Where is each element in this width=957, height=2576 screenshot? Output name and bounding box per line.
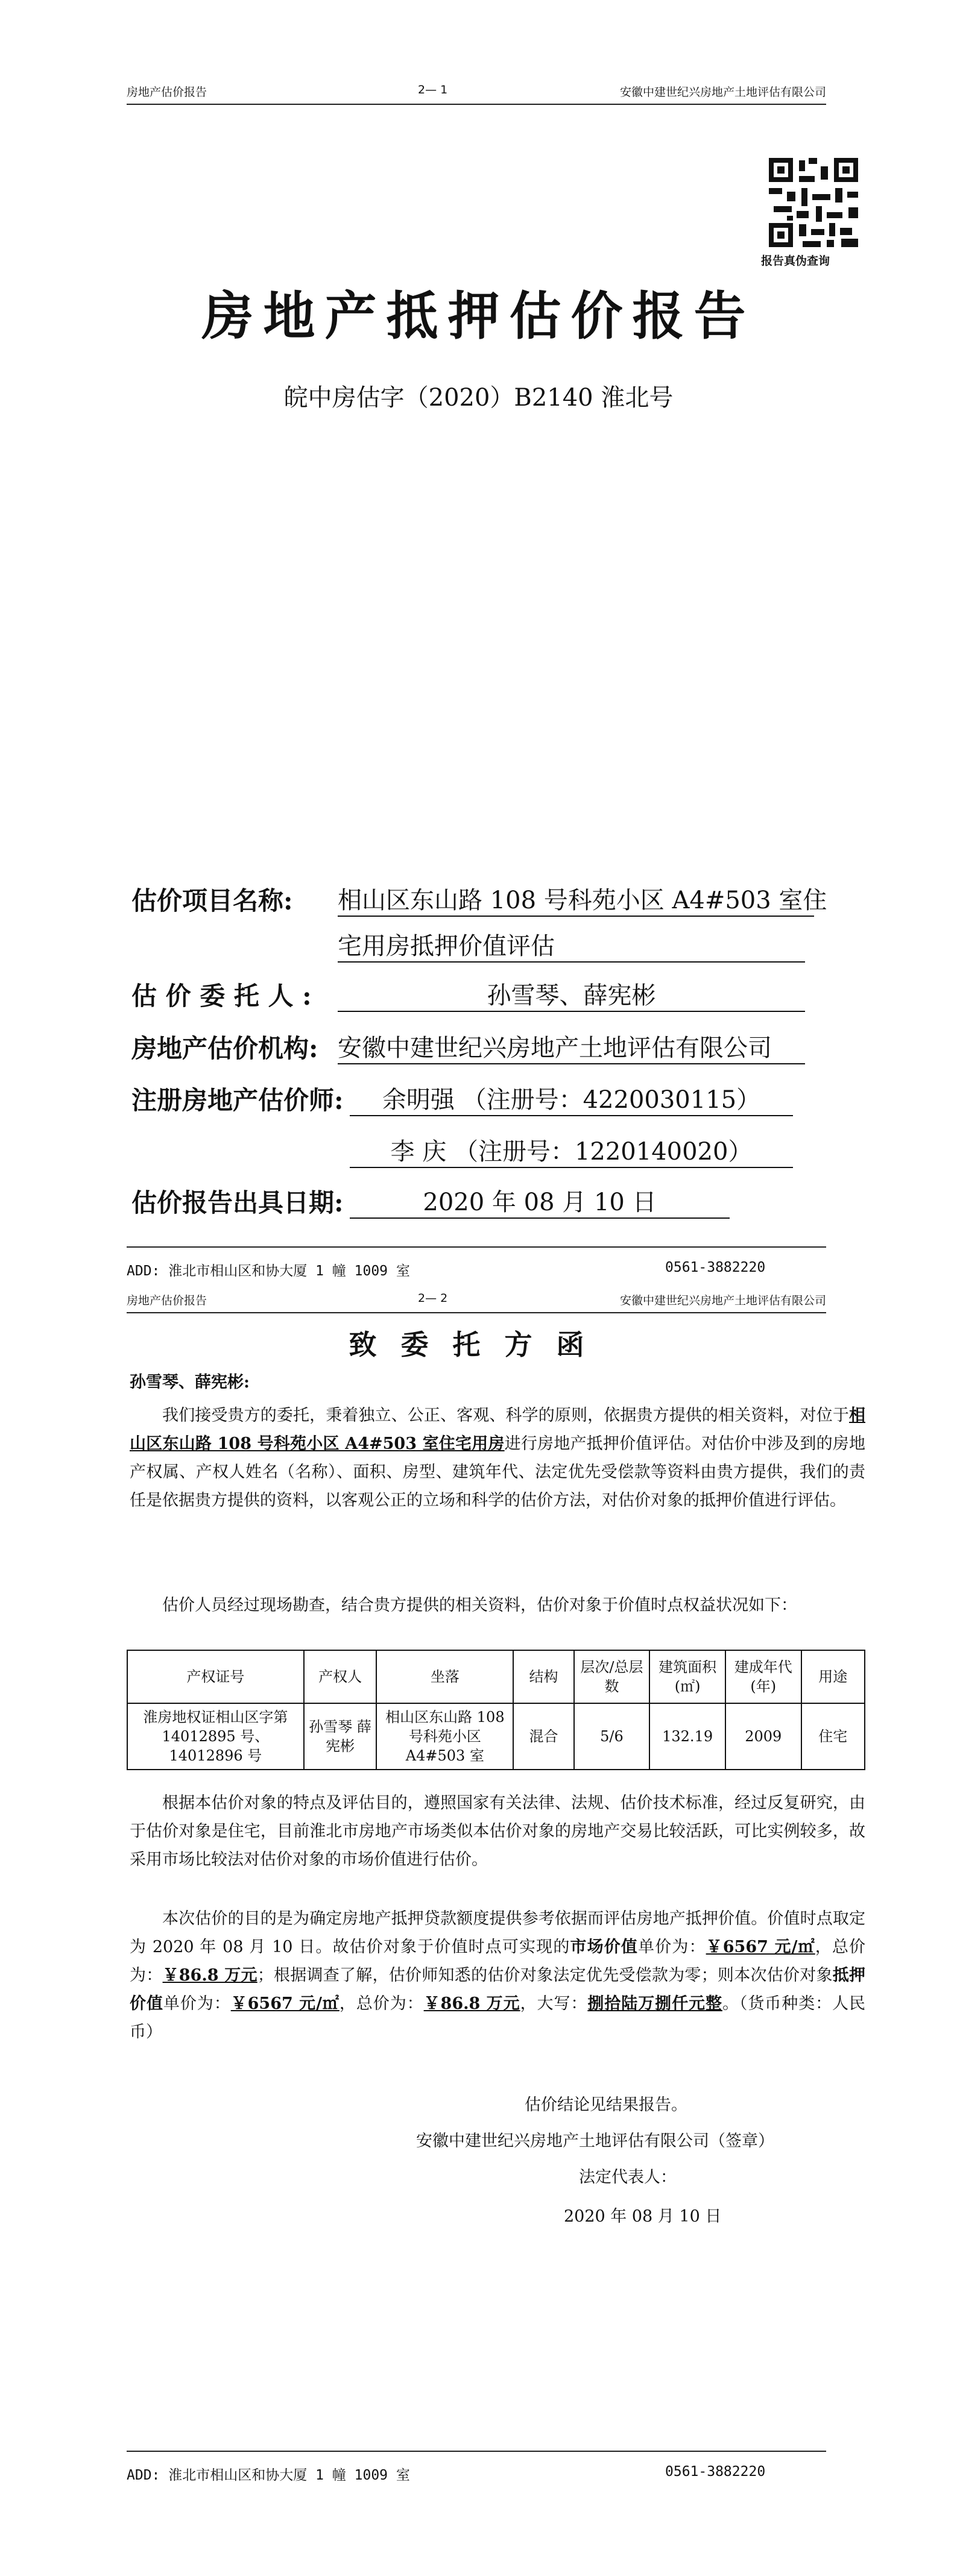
qr-code-icon[interactable] xyxy=(769,158,858,247)
report-title: 房地产抵押估价报告 xyxy=(201,286,756,347)
cell-area: 132.19 xyxy=(649,1703,725,1770)
appraiser-label: 注册房地产估价师: xyxy=(131,1085,344,1115)
col-owner: 产权人 xyxy=(304,1650,377,1703)
header-left: 房地产估价报告 xyxy=(127,86,207,99)
cell-owner: 孙雪琴 薛宪彬 xyxy=(304,1703,377,1770)
uppercase-amount: 捌拾陆万捌仟元整 xyxy=(587,1994,722,2013)
property-table xyxy=(127,1650,865,1770)
p4-text-f: ，总价为： xyxy=(339,1994,424,2013)
footer-address: ADD: 淮北市相山区和协大厦 1 幢 1009 室 xyxy=(127,2468,410,2483)
cell-cert: 淮房地权证相山区字第 14012895 号、14012896 号 xyxy=(127,1703,304,1770)
header-rule xyxy=(127,104,826,105)
p4-text-h: 。（货币种类：人民币） xyxy=(130,1994,866,2041)
footer-rule xyxy=(127,1246,826,1248)
footer-phone: 0561-3882220 xyxy=(665,2464,766,2480)
cell-use: 住宅 xyxy=(801,1703,865,1770)
footer-address: ADD: 淮北市相山区和协大厦 1 幢 1009 室 xyxy=(127,1263,410,1279)
p1-text-a: 我们接受贵方的委托，秉着独立、公正、客观、科学的原则，依据贵方提供的相关资料，对位于 xyxy=(162,1406,849,1425)
client-label: 估 价 委 托 人 : xyxy=(131,981,312,1011)
salutation: 孙雪琴、薛宪彬: xyxy=(130,1373,250,1392)
p4-text-a: 本次估价的目的是为确定房地产抵押贷款额度提供参考依据而评估房地产抵押价值。价值时点取定为 2020 年 08 月 10 日。故估价对象于价值时点可实现的 xyxy=(130,1909,865,1956)
unit-price-2: ￥6567 元/㎡ xyxy=(230,1994,340,2013)
p1-text-b: 进行房地产抵押价值评估。对估价中涉及到的房地产权属、产权人姓名（名称）、面积、房型、建筑年代、法定优先受偿款等资料由贵方提供，我们的责任是依据贵方提供的资料，以客观公正的立场和科学的估价方法，对估价对象的抵押价值进行评估。 xyxy=(130,1434,866,1510)
cell-structure: 混合 xyxy=(513,1703,573,1770)
document-number: 皖中房估字（2020）B2140 淮北号 xyxy=(283,384,674,412)
date-value: 2020 年 08 月 10 日 xyxy=(350,1183,730,1219)
col-cert: 产权证号 xyxy=(127,1650,304,1703)
letter-title: 致委托方函 xyxy=(349,1328,608,1361)
col-year: 建成年代(年) xyxy=(725,1650,801,1703)
mortgage-value-label: 抵押价值 xyxy=(130,1966,866,2013)
header-right: 安徽中建世纪兴房地产土地评估有限公司 xyxy=(619,1294,826,1307)
signature-date: 2020 年 08 月 10 日 xyxy=(564,2207,722,2226)
p4-text-e: 单价为： xyxy=(163,1994,231,2013)
page2-header xyxy=(127,1292,826,1316)
footer-rule xyxy=(127,2451,826,2452)
col-area: 建筑面积(㎡) xyxy=(649,1650,725,1703)
cell-floor: 5/6 xyxy=(574,1703,650,1770)
paragraph-2: 估价人员经过现场勘查，结合贵方提供的相关资料，估价对象于价值时点权益状况如下： xyxy=(162,1596,797,1615)
p4-text-b: 单价为： xyxy=(638,1938,706,1956)
appraiser-2: 李 庆 （注册号：1220140020） xyxy=(350,1132,793,1168)
paragraph-4 xyxy=(130,1905,865,2046)
header-right: 安徽中建世纪兴房地产土地评估有限公司 xyxy=(619,86,826,99)
client-value: 孙雪琴、薛宪彬 xyxy=(338,976,805,1012)
p4-text-g: ，大写： xyxy=(520,1994,588,2013)
page1-header xyxy=(127,83,826,107)
qr-label: 报告真伪查询 xyxy=(761,254,830,268)
date-label: 估价报告出具日期: xyxy=(131,1188,344,1217)
total-price: ￥86.8 万元 xyxy=(162,1966,257,1985)
col-location: 坐落 xyxy=(376,1650,513,1703)
signature-representative: 法定代表人： xyxy=(579,2168,677,2187)
table-header-row xyxy=(127,1650,865,1703)
footer-phone: 0561-3882220 xyxy=(665,1260,766,1275)
project-value-line2: 宅用房抵押价值评估 xyxy=(338,927,805,963)
col-structure: 结构 xyxy=(513,1650,573,1703)
org-value: 安徽中建世纪兴房地产土地评估有限公司 xyxy=(338,1029,805,1064)
paragraph-1 xyxy=(130,1401,865,1515)
table-row xyxy=(127,1703,865,1770)
header-page: 2— 2 xyxy=(418,1292,448,1305)
p4-text-c: ，总价为： xyxy=(130,1938,866,1985)
signature-company: 安徽中建世纪兴房地产土地评估有限公司（签章） xyxy=(416,2132,774,2150)
header-page: 2— 1 xyxy=(418,83,448,96)
cell-location: 相山区东山路 108 号科苑小区 A4#503 室 xyxy=(376,1703,513,1770)
col-use: 用途 xyxy=(801,1650,865,1703)
project-label: 估价项目名称: xyxy=(131,886,293,916)
paragraph-3: 根据本估价对象的特点及评估目的，遵照国家有关法律、法规、估价技术标准，经过反复研究，由于估价对象是住宅，目前淮北市房地产市场类似本估价对象的房地产交易比较活跃，可比实例较多，故采用市场比较法对估价对象的市场价值进行估价。 xyxy=(130,1794,865,1869)
header-rule xyxy=(127,1312,826,1313)
p4-text-d: ；根据调查了解，估价师知悉的估价对象法定优先受偿款为零；则本次估价对象 xyxy=(257,1966,833,1985)
conclusion-note: 估价结论见结果报告。 xyxy=(525,2096,687,2114)
unit-price: ￥6567 元/㎡ xyxy=(706,1938,815,1956)
property-address: 相山区东山路 108 号科苑小区 A4#503 室住宅用房 xyxy=(130,1406,865,1453)
appraiser-1: 余明强 （注册号：4220030115） xyxy=(350,1081,793,1116)
org-label: 房地产估价机构: xyxy=(131,1034,318,1063)
total-price-2: ￥86.8 万元 xyxy=(423,1994,520,2013)
market-value-label: 市场价值 xyxy=(570,1938,639,1956)
project-value-line1: 相山区东山路 108 号科苑小区 A4#503 室住 xyxy=(338,881,814,917)
col-floor: 层次/总层数 xyxy=(574,1650,650,1703)
cell-year: 2009 xyxy=(725,1703,801,1770)
header-left: 房地产估价报告 xyxy=(127,1294,207,1307)
